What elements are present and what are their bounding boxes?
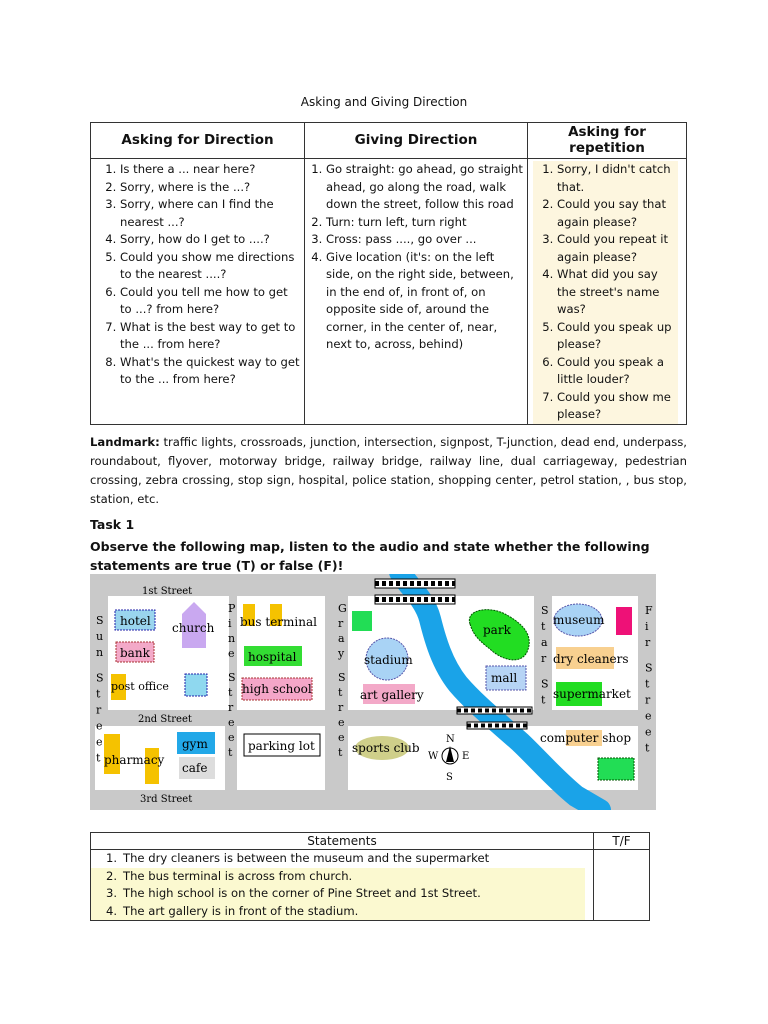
pink-marker [616, 607, 632, 635]
statement-number: 2. [105, 868, 117, 883]
street-2nd: 2nd Street [138, 714, 192, 725]
street-fir: F i r S t r e e t [645, 604, 653, 755]
sports-club-label: sports club [352, 741, 420, 755]
list-item: 7. What is the best way to get to the ... from here? [120, 319, 301, 354]
statement-text: The dry cleaners is between the museum and the supermarket [123, 851, 490, 865]
repetition-list [533, 161, 678, 424]
table-row [91, 903, 585, 921]
list-item: 2. Could you say that again please? [557, 196, 678, 231]
list-item: 3. Could you repeat it again please? [557, 231, 678, 266]
list-item: 4. Sorry, how do I get to ....? [120, 231, 301, 249]
street-gray: G r a y S t r e e t [338, 602, 347, 759]
compass-s: S [446, 772, 453, 783]
dry-cleaners-label: dry cleaners [553, 652, 629, 666]
stadium-label: stadium [364, 653, 413, 667]
list-item: 2. Turn: turn left, turn right [326, 214, 524, 232]
church-label: church [172, 621, 215, 635]
task-label: Task 1 [90, 517, 135, 532]
header-repetition: Asking for repetition [528, 123, 687, 159]
gym-label: gym [182, 737, 208, 751]
list-item: 2. Sorry, where is the ...? [120, 179, 301, 197]
directions-table [90, 122, 687, 425]
post-office-label: post office [111, 680, 169, 693]
list-item: 6. Could you tell me how to get to ...? from here? [120, 284, 301, 319]
hospital-label: hospital [248, 650, 297, 664]
tf-answer-cell[interactable] [594, 850, 650, 921]
park-label: park [483, 623, 511, 637]
compass-w: W [428, 751, 439, 762]
street-sun: S u n S t r e e t [96, 614, 104, 765]
asking-cell [91, 159, 305, 425]
statements-header: Statements [91, 833, 594, 850]
table-row [91, 885, 585, 903]
statement-text: The high school is on the corner of Pine Street and 1st Street. [123, 886, 481, 900]
list-item: 1. Sorry, I didn't catch that. [557, 161, 678, 196]
statement-text: The art gallery is in front of the stadium. [123, 903, 359, 918]
header-giving: Giving Direction [305, 123, 528, 159]
list-item: 5. Could you speak up please? [557, 319, 678, 354]
pharmacy-label: pharmacy [104, 753, 165, 767]
list-item: 7. Could you show me please? [557, 389, 678, 424]
street-3rd: 3rd Street [140, 794, 193, 805]
city-map [90, 574, 656, 810]
page-title: Asking and Giving Direction [300, 95, 468, 109]
table-row [91, 868, 585, 886]
supermarket-label: supermarket [553, 687, 631, 701]
statement-number: 4. [105, 903, 117, 918]
statement-number: 3. [105, 886, 117, 900]
cafe-label: cafe [182, 761, 208, 775]
list-item: 3. Sorry, where can I find the nearest ...? [120, 196, 301, 231]
street-pine: P i n e S t r e e t [228, 602, 236, 759]
bank-label: bank [120, 646, 150, 660]
square-marker [185, 674, 207, 696]
list-item: 3. Cross: pass ...., go over ... [326, 231, 524, 249]
parking-lot-label: parking lot [248, 739, 315, 753]
art-gallery-label: art gallery [360, 688, 424, 702]
compass-n: N [446, 734, 455, 745]
statements-cell [91, 850, 594, 921]
mall-label: mall [491, 671, 518, 685]
list-item: 1. Go straight: go ahead, go straight ahead, go along the road, walk down the street, follow this road [326, 161, 524, 214]
green-lot [598, 758, 634, 780]
compass-e: E [462, 751, 470, 762]
street-star: S t a r S t [541, 604, 549, 707]
high-school-label: high school [242, 682, 312, 696]
repetition-cell [528, 159, 687, 425]
landmark-text: traffic lights, crossroads, junction, intersection, signpost, T-junction, dead end, underpass, roundabout, flyover, motorway bridge, railway bridge, railway line, dual carriageway, pedestrian crossing, zebra crossing, stop sign, hospital, police station, shopping center, petrol station, , bus stop, station, etc. [90, 435, 687, 506]
tf-header: T/F [594, 833, 650, 850]
street-1st: 1st Street [142, 586, 193, 597]
statement-text: The bus terminal is across from church. [123, 868, 353, 883]
museum-label: museum [553, 613, 605, 627]
bus-terminal-label: bus terminal [240, 615, 317, 629]
list-item: 8. What's the quickest way to get to the ... from here? [120, 354, 301, 389]
statement-number: 1. [105, 851, 117, 865]
giving-list [310, 161, 524, 354]
list-item: 6. Could you speak a little louder? [557, 354, 678, 389]
computer-shop-label: computer shop [540, 731, 632, 745]
statements-table [90, 832, 650, 921]
asking-list [96, 161, 301, 389]
list-item: 1. Is there a ... near here? [120, 161, 301, 179]
header-asking: Asking for Direction [91, 123, 305, 159]
list-item: 4. Give location (it's: on the left side, on the right side, between, in the end of, in front of, on opposite side of, around the corner, in the center of, near, next to, across, behind) [326, 249, 524, 354]
green-square [352, 611, 372, 631]
landmark-label: Landmark: [90, 435, 160, 449]
list-item: 4. What did you say the street's name was? [557, 266, 678, 319]
table-row [91, 850, 593, 868]
landmark-paragraph [90, 433, 687, 509]
task-instruction: Observe the following map, listen to the audio and state whether the following statements are true (T) or false (F)! [90, 539, 650, 573]
list-item: 5. Could you show me directions to the nearest ....? [120, 249, 301, 284]
hotel-label: hotel [120, 614, 151, 628]
giving-cell [305, 159, 528, 425]
